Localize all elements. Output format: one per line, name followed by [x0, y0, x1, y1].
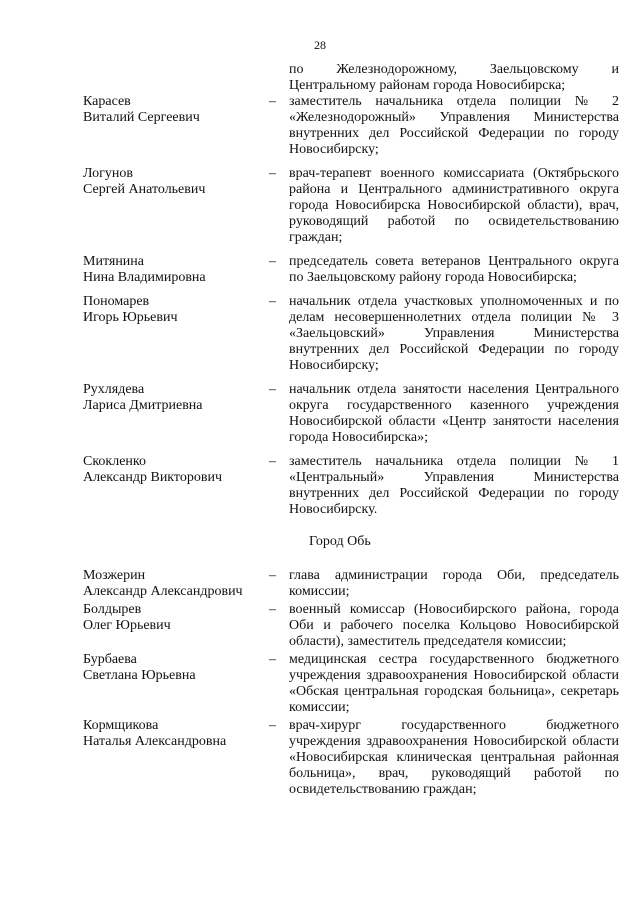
- member-entry: [0, 166, 640, 246]
- member-name: [83, 568, 269, 600]
- dash-separator: –: [269, 382, 276, 397]
- dash-separator: –: [269, 602, 276, 617]
- member-role: начальник отдела занятости населения Центрального округа государственного казенного учреждения Новосибирской области «Центр занятости населения города Новосибирска»;: [289, 382, 619, 445]
- member-surname: Бурбаева: [83, 652, 137, 667]
- member-role: военный комиссар (Новосибирского района, города Оби и рабочего поселка Кольцово Новосибирской области), заместитель председателя комиссии;: [289, 602, 619, 649]
- member-role: председатель совета ветеранов Центрального округа по Заельцовскому району города Новосибирска;: [289, 254, 619, 285]
- member-role: врач-хирург государственного бюджетного учреждения здравоохранения Новосибирской области «Новосибирская клиническая центральная районная больница», врач, руководящий работой по освидетельствованию граждан;: [289, 718, 619, 797]
- members-list-bottom: [0, 568, 640, 798]
- member-name: [83, 382, 269, 446]
- member-entry: [0, 568, 640, 600]
- member-entry: [0, 382, 640, 446]
- member-name: [83, 652, 269, 716]
- member-given-name: Олег Юрьевич: [83, 618, 171, 633]
- member-given-name: Виталий Сергеевич: [83, 110, 200, 125]
- member-given-name: Нина Владимировна: [83, 270, 206, 285]
- member-entry: [0, 294, 640, 374]
- dash-separator: –: [269, 254, 276, 269]
- dash-separator: –: [269, 718, 276, 733]
- member-given-name: Лариса Дмитриевна: [83, 398, 203, 413]
- dash-separator: –: [269, 94, 276, 109]
- member-name: [83, 602, 269, 650]
- dash-separator: –: [269, 568, 276, 583]
- member-given-name: Светлана Юрьевна: [83, 668, 196, 683]
- dash-separator: –: [269, 454, 276, 469]
- member-name: [83, 454, 269, 518]
- member-role: медицинская сестра государственного бюджетного учреждения здравоохранения Новосибирской области «Обская центральная городская больница», секретарь комиссии;: [289, 652, 619, 715]
- dash-separator: –: [269, 166, 276, 181]
- member-name: [83, 718, 269, 798]
- member-given-name: Александр Александрович: [83, 584, 243, 599]
- member-entry: [0, 718, 640, 798]
- member-surname: Болдырев: [83, 602, 142, 617]
- member-entry: [0, 454, 640, 518]
- member-role: врач-терапевт военного комиссариата (Октябрьского района и Центрального административного округа города Новосибирска Новосибирской области), врач, руководящий работой по освидетельствованию граждан;: [289, 166, 619, 245]
- member-surname: Митянина: [83, 254, 145, 269]
- continuation-text: по Железнодорожному, Заельцовскому и Центральному районам города Новосибирска;: [289, 62, 619, 93]
- member-surname: Кормщикова: [83, 718, 159, 733]
- member-role: глава администрации города Оби, председатель комиссии;: [289, 568, 619, 599]
- member-entry: [0, 652, 640, 716]
- member-entry: [0, 254, 640, 286]
- member-given-name: Наталья Александровна: [83, 734, 227, 749]
- member-surname: Логунов: [83, 166, 133, 181]
- member-name: [83, 94, 269, 158]
- document-body: [0, 62, 640, 798]
- member-surname: Мозжерин: [83, 568, 146, 583]
- member-name: [83, 294, 269, 374]
- member-entry: [0, 602, 640, 650]
- members-list-top: [0, 94, 640, 518]
- dash-separator: –: [269, 652, 276, 667]
- member-surname: Пономарев: [83, 294, 150, 309]
- member-given-name: Александр Викторович: [83, 470, 223, 485]
- section-title: Город Обь: [309, 534, 371, 549]
- dash-separator: –: [269, 294, 276, 309]
- member-name: [83, 254, 269, 286]
- member-surname: Карасев: [83, 94, 131, 109]
- member-role: заместитель начальника отдела полиции № 2 «Железнодорожный» Управления Министерства внутренних дел Российской Федерации по городу Новосибирску;: [289, 94, 619, 157]
- member-name: [83, 166, 269, 246]
- member-role: заместитель начальника отдела полиции № 1 «Центральный» Управления Министерства внутренних дел Российской Федерации по городу Новосибирску.: [289, 454, 619, 517]
- member-entry: [0, 94, 640, 158]
- member-given-name: Игорь Юрьевич: [83, 310, 178, 325]
- member-surname: Скокленко: [83, 454, 147, 469]
- member-given-name: Сергей Анатольевич: [83, 182, 206, 197]
- member-surname: Рухлядева: [83, 382, 145, 397]
- page-number: 28: [314, 38, 326, 52]
- member-role: начальник отдела участковых уполномоченных и по делам несовершеннолетних отдела полиции № 3 «Заельцовский» Управления Министерства внутренних дел Российской Федерации по городу Новосибирску;: [289, 294, 619, 373]
